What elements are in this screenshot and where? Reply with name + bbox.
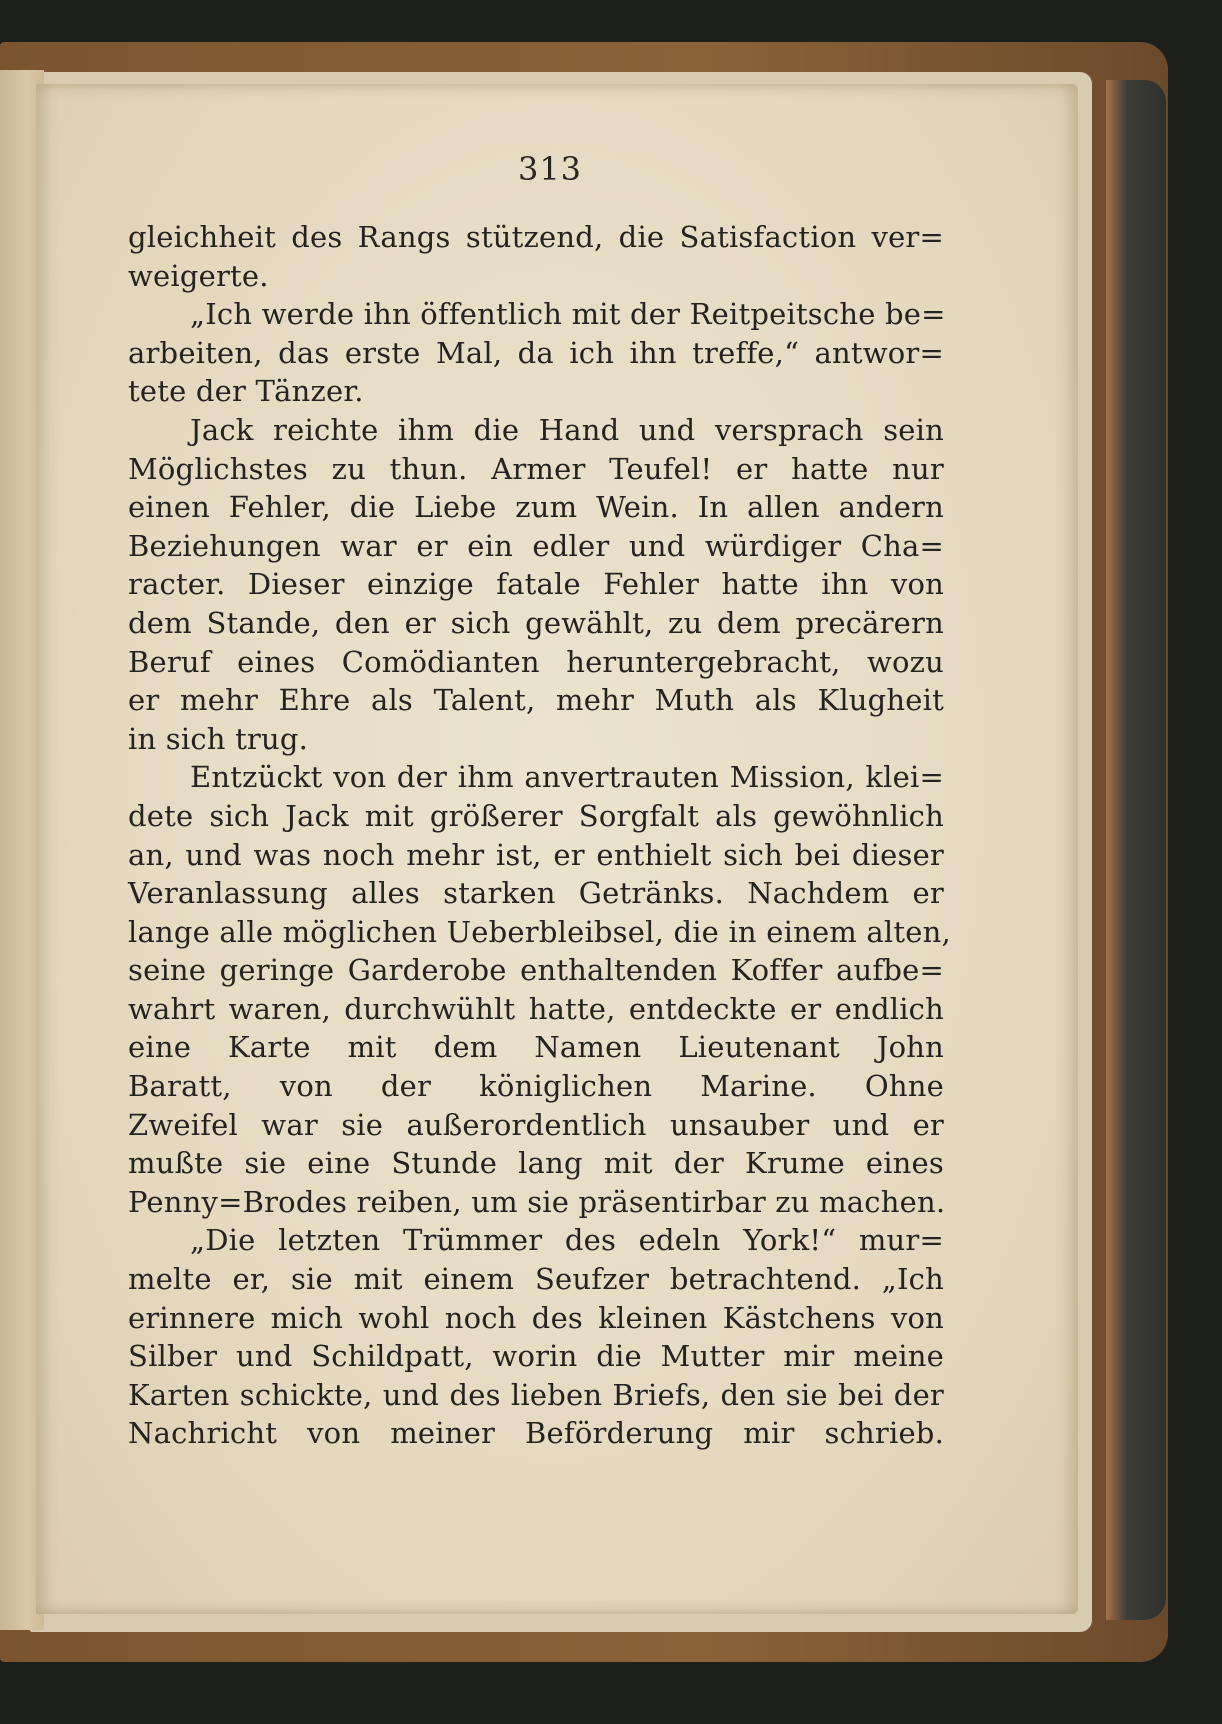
text-line: Zweifel war sie außerordentlich unsauber und er bbox=[128, 1107, 944, 1142]
text-line: lange alle möglichen Ueberbleibsel, die in einem alten, bbox=[128, 914, 951, 949]
text-line: Entzückt von der ihm anvertrauten Mission, klei= bbox=[190, 760, 944, 795]
text-line: „Die letzten Trümmer des edeln York!“ mur= bbox=[190, 1223, 944, 1258]
text-line: Jack reichte ihm die Hand und versprach sein bbox=[190, 412, 944, 447]
text-line: an, und was noch mehr ist, er enthielt sich bei dieser bbox=[128, 837, 944, 872]
book-spine-edge bbox=[1106, 80, 1166, 1620]
text-line: mußte sie eine Stunde lang mit der Krume eines bbox=[128, 1146, 944, 1181]
text-line: Beruf eines Comödianten heruntergebracht, wozu bbox=[128, 644, 944, 679]
page-text bbox=[128, 218, 951, 1453]
text-line: weigerte. bbox=[128, 258, 269, 293]
text-line: wahrt waren, durchwühlt hatte, entdeckte er endlich bbox=[128, 991, 944, 1026]
text-line: Baratt, von der königlichen Marine. Ohne bbox=[128, 1069, 944, 1104]
text-line: Nachricht von meiner Beförderung mir schrieb. bbox=[128, 1416, 944, 1451]
text-line: in sich trug. bbox=[128, 721, 309, 756]
text-line: Silber und Schildpatt, worin die Mutter mir meine bbox=[128, 1339, 944, 1374]
text-line: melte er, sie mit einem Seufzer betrachtend. „Ich bbox=[128, 1262, 944, 1297]
text-line: Veranlassung alles starken Getränks. Nachdem er bbox=[128, 876, 944, 911]
text-line: Beziehungen war er ein edler und würdiger Cha= bbox=[128, 528, 944, 563]
text-line: „Ich werde ihn öffentlich mit der Reitpeitsche be= bbox=[190, 297, 946, 332]
text-line: Penny=Brodes reiben, um sie präsentirbar zu machen. bbox=[128, 1184, 946, 1219]
text-line: erinnere mich wohl noch des kleinen Kästchens von bbox=[128, 1300, 944, 1335]
text-line: seine geringe Garderobe enthaltenden Koffer aufbe= bbox=[128, 953, 944, 988]
text-line: dem Stande, den er sich gewählt, zu dem precärern bbox=[128, 605, 944, 640]
text-line: racter. Dieser einzige fatale Fehler hatte ihn von bbox=[128, 567, 944, 602]
text-line: eine Karte mit dem Namen Lieutenant John bbox=[128, 1030, 944, 1065]
text-line: Möglichstes zu thun. Armer Teufel! er hatte nur bbox=[128, 451, 944, 486]
text-line: er mehr Ehre als Talent, mehr Muth als Klugheit bbox=[128, 683, 944, 718]
page-number: 313 bbox=[517, 150, 583, 188]
text-line: dete sich Jack mit größerer Sorgfalt als gewöhnlich bbox=[128, 798, 944, 833]
text-line: arbeiten, das erste Mal, da ich ihn treffe,“ antwor= bbox=[128, 335, 944, 370]
text-line: Karten schickte, und des lieben Briefs, den sie bei der bbox=[128, 1377, 944, 1412]
text-line: tete der Tänzer. bbox=[128, 374, 364, 409]
text-line: einen Fehler, die Liebe zum Wein. In allen andern bbox=[128, 490, 944, 525]
text-line: gleichheit des Rangs stützend, die Satisfaction ver= bbox=[128, 220, 944, 254]
